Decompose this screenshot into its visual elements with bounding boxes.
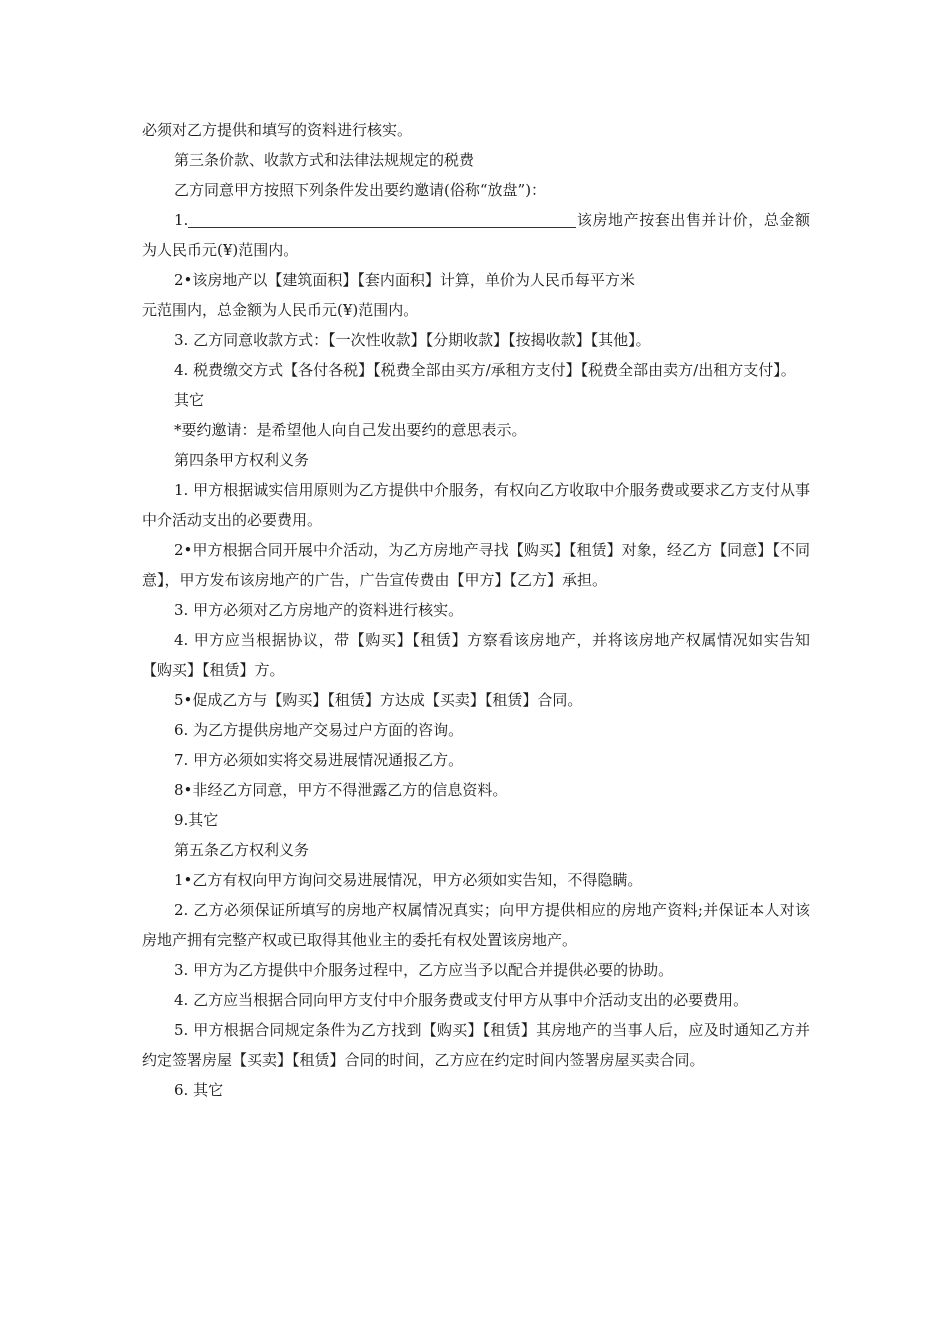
paragraph-15: 4. 甲方应当根据协议，带【购买】【租赁】方察看该房地产，并将该房地产权属情况如实告知【购买】【租赁】方。 <box>142 631 810 679</box>
paragraph-13: 2•甲方根据合同开展中介活动，为乙方房地产寻找【购买】【租赁】对象，经乙方【同意】【不同意】，甲方发布该房地产的广告，广告宣传费由【甲方】【乙方】承担。 <box>142 541 810 589</box>
section-heading-article-4: 第四条甲方权利义务 <box>174 451 310 469</box>
paragraph-26: 5. 甲方根据合同规定条件为乙方找到【购买】【租赁】其房地产的当事人后，应及时通知乙方并约定签署房屋【买卖】【租赁】合同的时间，乙方应在约定时间内签署房屋买卖合同。 <box>142 1021 810 1069</box>
section-heading-article-5: 第五条乙方权利义务 <box>174 841 310 859</box>
paragraph-27: 6. 其它 <box>174 1081 224 1099</box>
paragraph-5: 2•该房地产以【建筑面积】【套内面积】计算，单价为人民币每平方米 <box>174 271 635 289</box>
document-page <box>142 115 810 1105</box>
paragraph-24: 3. 甲方为乙方提供中介服务过程中，乙方应当予以配合并提供必要的协助。 <box>174 961 674 979</box>
paragraph-20: 9.其它 <box>174 811 219 829</box>
paragraph-4 <box>142 205 810 265</box>
paragraph-12: 1. 甲方根据诚实信用原则为乙方提供中介服务，有权向乙方收取中介服务费或要求乙方支付从事中介活动支出的必要费用。 <box>142 481 810 529</box>
paragraph-8: 4. 税费缴交方式【各付各税】【税费全部由买方/承租方支付】【税费全部由卖方/出租方支付】。 <box>174 361 796 379</box>
paragraph-18: 7. 甲方必须如实将交易进展情况通报乙方。 <box>174 751 464 769</box>
paragraph-25: 4. 乙方应当根据合同向甲方支付中介服务费或支付甲方从事中介活动支出的必要费用。 <box>174 991 749 1009</box>
paragraph-10: *要约邀请：是希望他人向自己发出要约的意思表示。 <box>174 421 527 439</box>
item-number: 1. <box>174 211 189 229</box>
paragraph-1: 必须对乙方提供和填写的资料进行核实。 <box>142 121 413 139</box>
paragraph-23: 2. 乙方必须保证所填写的房地产权属情况真实；向甲方提供相应的房地产资料;并保证本人对该房地产拥有完整产权或已取得其他业主的委托有权处置该房地产。 <box>142 901 810 949</box>
paragraph-9: 其它 <box>174 391 205 409</box>
fill-in-blank[interactable] <box>188 209 576 228</box>
paragraph-7: 3. 乙方同意收款方式：【一次性收款】【分期收款】【按揭收款】【其他】。 <box>174 331 651 349</box>
paragraph-3: 乙方同意甲方按照下列条件发出要约邀请(俗称“放盘”)： <box>174 181 547 199</box>
paragraph-14: 3. 甲方必须对乙方房地产的资料进行核实。 <box>174 601 464 619</box>
paragraph-19: 8•非经乙方同意，甲方不得泄露乙方的信息资料。 <box>174 781 508 799</box>
section-heading-article-3: 第三条价款、收款方式和法律法规规定的税费 <box>174 151 475 169</box>
paragraph-22: 1•乙方有权向甲方询问交易进展情况，甲方必须如实告知，不得隐瞒。 <box>174 871 643 889</box>
paragraph-16: 5•促成乙方与【购买】【租赁】方达成【买卖】【租赁】合同。 <box>174 691 583 709</box>
paragraph-6: 元范围内，总金额为人民币元(¥)范围内。 <box>142 301 419 319</box>
item-text: 该房地产按套出售并计价，总金额为人民币元(¥)范围内。 <box>142 211 810 259</box>
paragraph-17: 6. 为乙方提供房地产交易过户方面的咨询。 <box>174 721 464 739</box>
